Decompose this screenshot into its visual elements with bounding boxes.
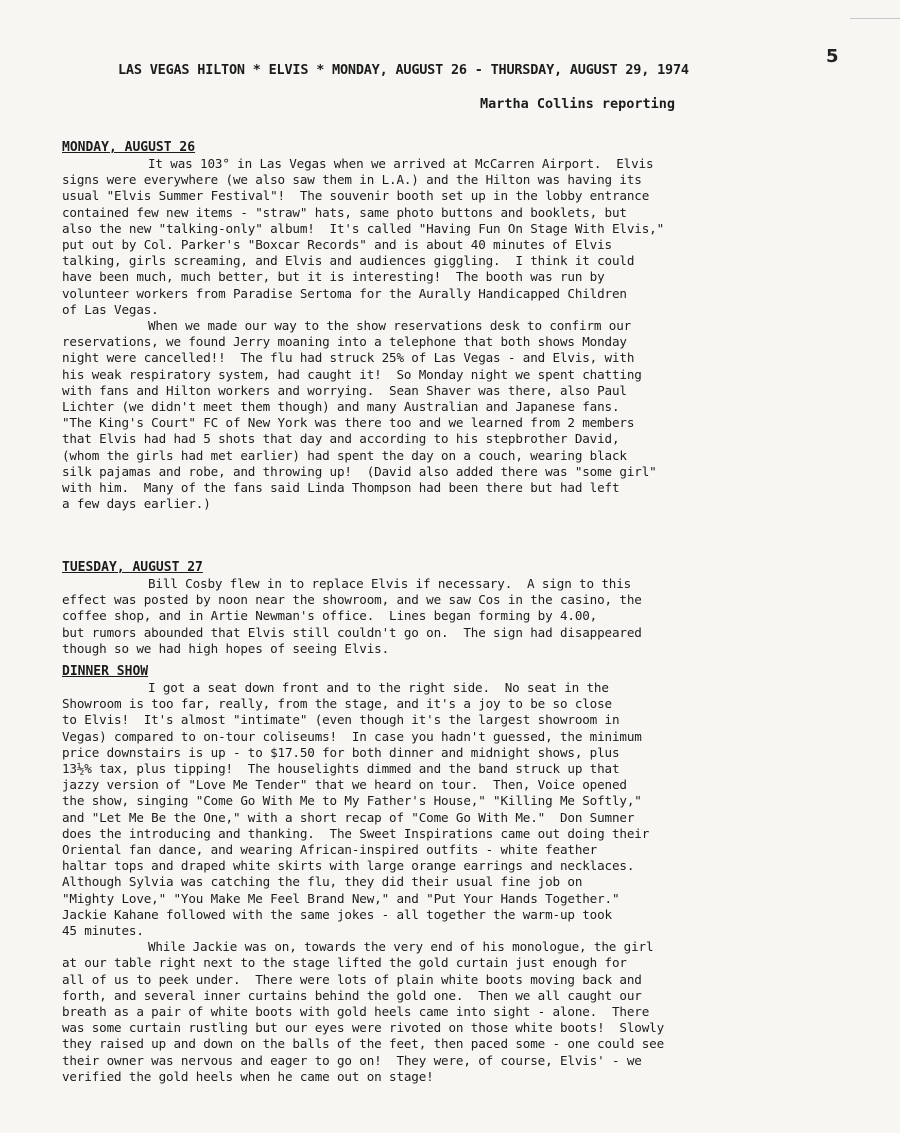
text-line: of Las Vegas. xyxy=(62,301,159,317)
text-line: silk pajamas and robe, and throwing up! (David also added there was "some girl" xyxy=(62,463,657,479)
text-line: also the new "talking-only" album! It's called "Having Fun On Stage With Elvis," xyxy=(62,220,664,236)
page-number: 5 xyxy=(826,46,839,67)
text-line: that Elvis had had 5 shots that day and according to his stepbrother David, xyxy=(62,431,620,447)
text-line: verified the gold heels when he came out on stage! xyxy=(62,1068,434,1084)
text-line: Oriental fan dance, and wearing African-inspired outfits - white feather xyxy=(62,842,598,858)
text-line: breath as a pair of white boots with gold heels came into sight - alone. There xyxy=(62,1004,650,1020)
text-line: "The King's Court" FC of New York was there too and we learned from 2 members xyxy=(62,415,635,431)
text-line: coffee shop, and in Artie Newman's office. Lines began forming by 4.00, xyxy=(62,608,598,624)
text-line: (whom the girls had met earlier) had spent the day on a couch, wearing black xyxy=(62,447,627,463)
top-edge-rule xyxy=(850,18,900,19)
text-line: have been much, much better, but it is interesting! The booth was run by xyxy=(62,269,605,285)
text-line: to Elvis! It's almost "intimate" (even though it's the largest showroom in xyxy=(62,712,620,728)
section-heading: MONDAY, AUGUST 26 xyxy=(62,140,196,155)
text-line: forth, and several inner curtains behind the gold one. Then we all caught our xyxy=(62,987,642,1003)
text-line: 13½% tax, plus tipping! The houselights dimmed and the band struck up that xyxy=(62,761,620,777)
text-line: Vegas) compared to on-tour coliseums! In case you hadn't guessed, the minimum xyxy=(62,728,642,744)
text-line: Jackie Kahane followed with the same jokes - all together the warm-up took xyxy=(62,906,612,922)
text-line: and "Let Me Be the One," with a short recap of "Come Go With Me." Don Sumner xyxy=(62,809,635,825)
section-monday-aug-26 xyxy=(62,140,802,512)
text-line: haltar tops and draped white skirts with large orange earrings and necklaces. xyxy=(62,858,635,874)
text-line: contained few new items - "straw" hats, same photo buttons and booklets, but xyxy=(62,204,627,220)
text-line: talking, girls screaming, and Elvis and audiences giggling. I think it could xyxy=(62,253,635,269)
section-tuesday-aug-27 xyxy=(62,560,802,657)
text-line: though so we had high hopes of seeing Elvis. xyxy=(62,640,390,656)
text-line: Although Sylvia was catching the flu, they did their usual fine job on xyxy=(62,874,583,890)
text-line: effect was posted by noon near the showroom, and we saw Cos in the casino, the xyxy=(62,592,642,608)
text-line: the show, singing "Come Go With Me to My Father's House," "Killing Me Softly," xyxy=(62,793,642,809)
text-line: volunteer workers from Paradise Sertoma for the Aurally Handicapped Children xyxy=(62,285,627,301)
text-line: at our table right next to the stage lifted the gold curtain just enough for xyxy=(62,955,627,971)
report-title: LAS VEGAS HILTON * ELVIS * MONDAY, AUGUST 26 - THURSDAY, AUGUST 29, 1974 xyxy=(118,62,689,78)
text-line: jazzy version of "Love Me Tender" that we heard on tour. Then, Voice opened xyxy=(62,777,627,793)
text-line: their owner was nervous and eager to go on! They were, of course, Elvis' - we xyxy=(62,1052,642,1068)
text-line: all of us to peek under. There were lots of plain white boots moving back and xyxy=(62,971,642,987)
text-line: I got a seat down front and to the right side. No seat in the xyxy=(148,680,609,695)
text-line: his weak respiratory system, had caught it! So Monday night we spent chatting xyxy=(62,366,642,382)
text-line: usual "Elvis Summer Festival"! The souvenir booth set up in the lobby entrance xyxy=(62,188,650,204)
text-line: reservations, we found Jerry moaning into a telephone that both shows Monday xyxy=(62,334,627,350)
text-line: price downstairs is up - to $17.50 for both dinner and midnight shows, plus xyxy=(62,744,620,760)
text-line: but rumors abounded that Elvis still couldn't go on. The sign had disappeared xyxy=(62,624,642,640)
text-line: While Jackie was on, towards the very end of his monologue, the girl xyxy=(148,939,654,955)
text-line: It was 103° in Las Vegas when we arrived at McCarren Airport. Elvis xyxy=(148,156,654,171)
section-heading: TUESDAY, AUGUST 27 xyxy=(62,560,203,575)
section-body xyxy=(62,156,802,512)
section-body xyxy=(62,576,802,657)
text-line: Lichter (we didn't meet them though) and many Australian and Japanese fans. xyxy=(62,399,620,415)
section-dinner-show xyxy=(62,664,802,1085)
text-line: Bill Cosby flew in to replace Elvis if necessary. A sign to this xyxy=(148,576,632,591)
text-line: put out by Col. Parker's "Boxcar Records" and is about 40 minutes of Elvis xyxy=(62,237,612,253)
text-line: does the introducing and thanking. The Sweet Inspirations came out doing their xyxy=(62,825,650,841)
text-line: with him. Many of the fans said Linda Thompson had been there but had left xyxy=(62,480,620,496)
text-line: with fans and Hilton workers and worrying. Sean Shaver was there, also Paul xyxy=(62,382,627,398)
text-line: When we made our way to the show reservations desk to confirm our xyxy=(148,318,632,334)
text-line: signs were everywhere (we also saw them in L.A.) and the Hilton was having its xyxy=(62,172,642,188)
text-line: 45 minutes. xyxy=(62,923,144,939)
section-body xyxy=(62,680,802,1085)
text-line: was some curtain rustling but our eyes were rivoted on those white boots! Slowly xyxy=(62,1020,664,1036)
text-line: a few days earlier.) xyxy=(62,496,211,512)
text-line: they raised up and down on the balls of the feet, then paced some - one could see xyxy=(62,1036,664,1052)
text-line: night were cancelled!! The flu had struck 25% of Las Vegas - and Elvis, with xyxy=(62,350,635,366)
byline: Martha Collins reporting xyxy=(480,96,676,112)
section-heading: DINNER SHOW xyxy=(62,664,149,679)
text-line: Showroom is too far, really, from the stage, and it's a joy to be so close xyxy=(62,696,612,712)
text-line: "Mighty Love," "You Make Me Feel Brand New," and "Put Your Hands Together." xyxy=(62,890,620,906)
